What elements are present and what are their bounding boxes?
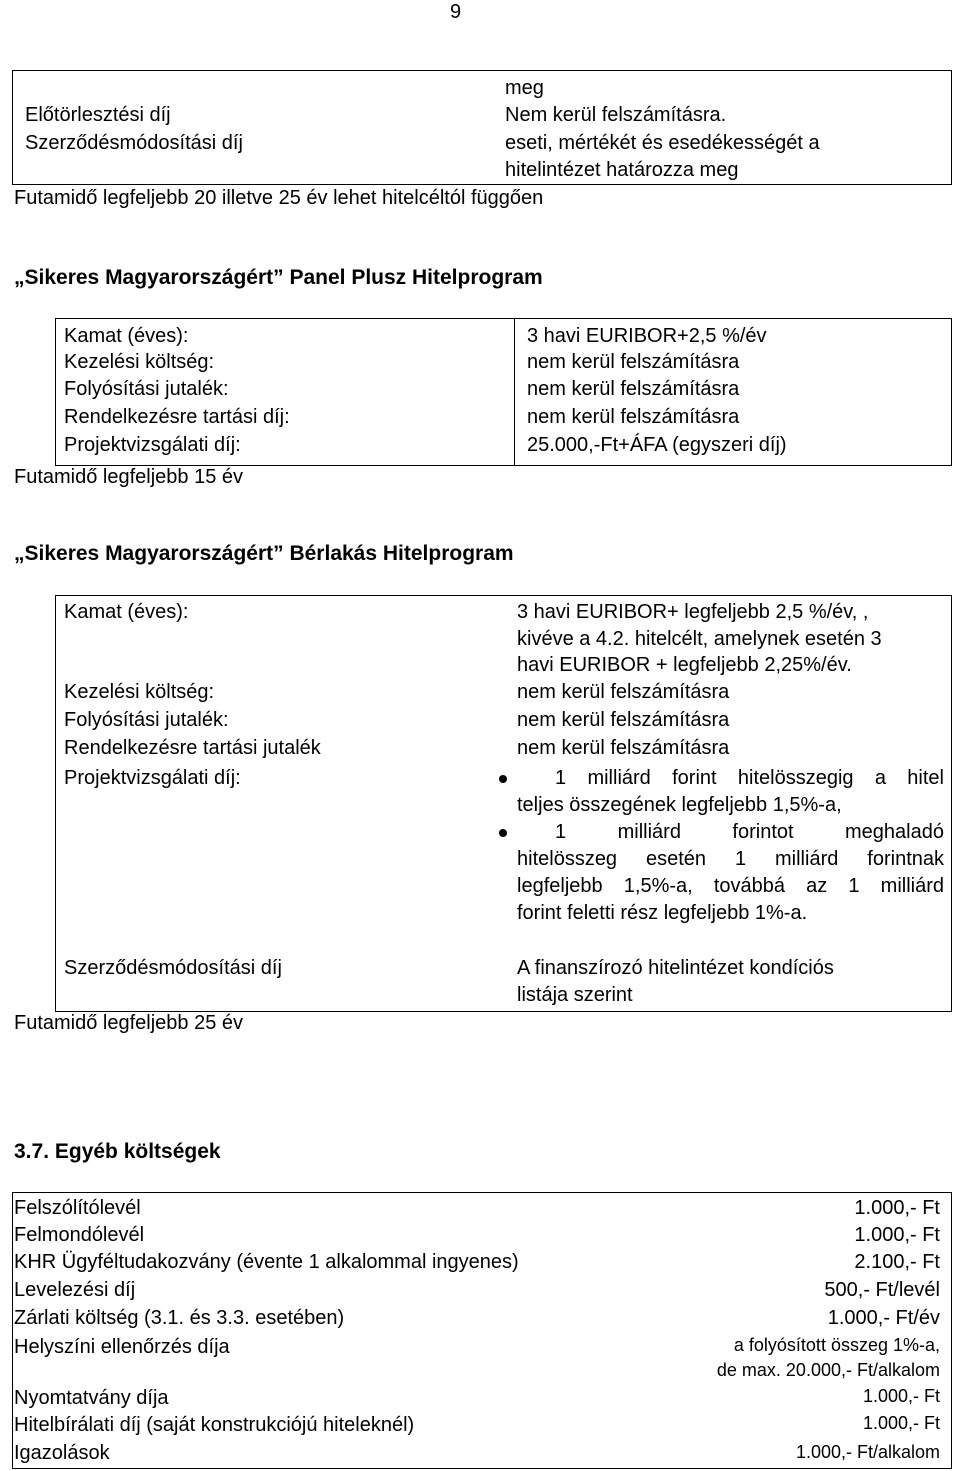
cost-value-felmondo: 1.000,- Ft [854,1224,940,1246]
cost-label-igazolasok: Igazolások [14,1442,110,1464]
cost-label-felmondo: Felmondólevél [14,1224,145,1246]
bullet-dot [499,829,507,837]
bullet1-line-1: 1 milliárd forint hitelösszegig a hitel [555,767,944,789]
bullet-dot [499,775,507,783]
panel-label-rendelkezesre: Rendelkezésre tartási díj: [64,406,290,428]
berlakas-value-kezelesi: nem kerül felszámításra [517,681,730,703]
page-number: 9 [450,1,462,23]
berlakas-label-rendelkezesre: Rendelkezésre tartási jutalék [64,737,321,759]
contract-mod-fee-value-cont: hitelintézet határozza meg [505,159,739,181]
panel-title: „Sikeres Magyarországért” Panel Plusz Hitelprogram [14,266,543,289]
bullet2-line-4: forint feletti rész legfeljebb 1%-a. [517,902,808,924]
term-text: Futamidő legfeljebb 20 illetve 25 év lehet hitelcéltól függően [14,187,544,209]
cost-label-felszolito: Felszólítólevél [14,1197,141,1219]
panel-label-kezelesi: Kezelési költség: [64,351,215,373]
berlakas-value-folyositasi: nem kerül felszámításra [517,709,730,731]
carryover-text: meg [505,77,544,99]
cost-label-levelezes: Levelezési díj [14,1279,136,1301]
berlakas-value-modosit-1: A finanszírozó hitelintézet kondíciós [517,957,834,979]
cost-label-nyomtatvany: Nyomtatvány díja [14,1387,169,1409]
berlakas-label-kezelesi: Kezelési költség: [64,681,215,703]
cost-value-khr: 2.100,- Ft [854,1251,940,1273]
cost-value-felszolito: 1.000,- Ft [854,1197,940,1219]
bullet1-line-2: teljes összegének legfeljebb 1,5%-a, [517,794,842,816]
cost-value-helyszini-2: de max. 20.000,- Ft/alkalom [716,1360,940,1380]
berlakas-label-modosit: Szerződésmódosítási díj [64,957,282,979]
contract-mod-fee-value: eseti, mértékét és esedékességét a [505,132,820,154]
panel-value-folyositasi: nem kerül felszámításra [527,378,740,400]
prepayment-fee-label: Előtörlesztési díj [25,104,171,126]
berlakas-kamat-line-2: kivéve a 4.2. hitelcélt, amelynek esetén 3 [517,628,882,650]
prepayment-fee-value: Nem kerül felszámításra. [505,104,727,126]
berlakas-title: „Sikeres Magyarországért” Bérlakás Hitelprogram [14,542,514,565]
berlakas-label-kamat: Kamat (éves): [64,601,189,623]
panel-value-projekt: 25.000,-Ft+ÁFA (egyszeri díj) [527,434,787,456]
section-title: 3.7. Egyéb költségek [14,1140,221,1163]
berlakas-value-rendelkezesre: nem kerül felszámításra [517,737,730,759]
panel-label-folyositasi: Folyósítási jutalék: [64,378,229,400]
cost-value-hitelbiralati: 1.000,- Ft [862,1413,940,1433]
cost-value-levelezes: 500,- Ft/levél [824,1279,940,1301]
panel-label-projekt: Projektvizsgálati díj: [64,434,241,456]
panel-term: Futamidő legfeljebb 15 év [14,466,244,488]
cost-value-igazolasok: 1.000,- Ft/alkalom [795,1442,940,1462]
berlakas-label-folyositasi: Folyósítási jutalék: [64,709,229,731]
top-fee-box [12,70,952,185]
contract-mod-fee-label: Szerződésmódosítási díj [25,132,243,154]
panel-label-kamat: Kamat (éves): [64,325,189,347]
cost-value-nyomtatvany: 1.000,- Ft [862,1386,940,1406]
cost-label-zarlati: Zárlati költség (3.1. és 3.3. esetében) [14,1307,345,1329]
cost-value-helyszini-1: a folyósított összeg 1%-a, [733,1335,940,1355]
berlakas-label-projekt: Projektvizsgálati díj: [64,767,241,789]
cost-label-khr: KHR Ügyféltudakozvány (évente 1 alkalommal ingyenes) [14,1251,519,1273]
bullet2-line-2: hitelösszeg esetén 1 milliárd forintnak [517,848,944,870]
berlakas-term: Futamidő legfeljebb 25 év [14,1012,244,1034]
cost-value-zarlati: 1.000,- Ft/év [827,1307,940,1329]
panel-value-rendelkezesre: nem kerül felszámításra [527,406,740,428]
berlakas-kamat-line-1: 3 havi EURIBOR+ legfeljebb 2,5 %/év, , [517,601,869,623]
panel-value-kezelesi: nem kerül felszámításra [527,351,740,373]
cost-label-hitelbiralati: Hitelbírálati díj (saját konstrukciójú hiteleknél) [14,1414,415,1436]
cost-label-helyszini: Helyszíni ellenőrzés díja [14,1336,230,1358]
panel-value-kamat: 3 havi EURIBOR+2,5 %/év [527,325,767,347]
bullet2-line-1: 1 milliárd forintot meghaladó [555,821,944,843]
berlakas-value-modosit-2: listája szerint [517,984,633,1006]
berlakas-kamat-line-3: havi EURIBOR + legfeljebb 2,25%/év. [517,654,852,676]
bullet2-line-3: legfeljebb 1,5%-a, továbbá az 1 milliárd [517,875,944,897]
